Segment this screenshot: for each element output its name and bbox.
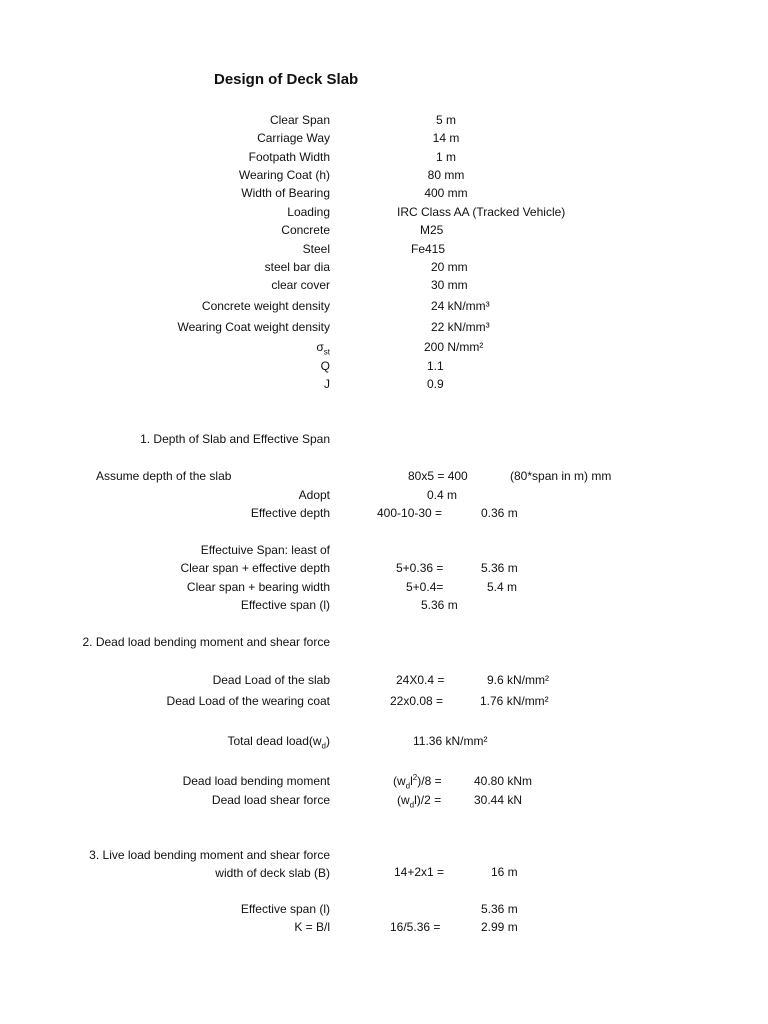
effective-span-label: Effective span (l) [240,598,330,612]
live-load-effective-span-value: 5.36 m [481,902,518,916]
section-3-heading: 3. Live load bending moment and shear force [89,848,330,862]
param-value-concrete: M25 [420,223,444,237]
param-value-steel-bar-dia: 20 mm [431,260,468,274]
param-value-q: 1.1 [427,359,444,373]
param-value-clear-cover: 30 mm [431,278,468,292]
param-label-concrete: Concrete [281,223,330,237]
param-label-steel-bar-dia: steel bar dia [264,260,330,274]
section-1-heading: 1. Depth of Slab and Effective Span [140,432,330,446]
option-bearing-width-label: Clear span + bearing width [186,580,330,594]
deck-slab-width-value: 16 m [491,865,518,879]
dead-load-slab-value: 9.6 kN/mm² [487,673,550,687]
param-label-steel: Steel [302,242,330,256]
total-dead-load-value: 11.36 kN/mm² [413,734,488,748]
param-label-clear-span: Clear Span [269,113,330,127]
page-title: Design of Deck Slab [214,71,359,88]
effective-depth-calc: 400-10-30 = [377,506,443,520]
param-value-wearing-coat-density: 22 kN/mm³ [431,320,490,334]
effective-depth-label: Effective depth [250,506,330,520]
dead-load-wearing-coat-label: Dead Load of the wearing coat [166,694,330,708]
param-label-carriage-way: Carriage Way [257,131,330,145]
param-value-carriage-way: 14 m [432,131,460,145]
dead-load-wearing-coat-calc: 22x0.08 = [390,694,444,708]
effective-depth-value: 0.36 m [481,506,518,520]
param-value-loading: IRC Class AA (Tracked Vehicle) [397,205,566,219]
section-2-heading: 2. Dead load bending moment and shear force [82,635,330,649]
dead-load-shear-force-value: 30.44 kN [474,793,523,807]
option-effective-depth-label: Clear span + effective depth [180,561,330,575]
dead-load-bending-moment-label: Dead load bending moment [182,774,330,788]
dead-load-shear-force-label: Dead load shear force [211,793,330,807]
param-value-steel: Fe415 [411,242,446,256]
param-label-wearing-coat-density: Wearing Coat weight density [177,320,330,334]
deck-slab-width-label: width of deck slab (B) [215,866,330,880]
param-label-sigma-st: $\sigma_{st}$ [316,340,330,357]
option-bearing-width-calc: 5+0.4= [406,580,444,594]
dead-load-shear-force-formula: $(w_dl)/2$ = [397,793,442,810]
adopt-label: Adopt [298,488,330,502]
adopt-value: 0.4 m [427,488,458,502]
deck-slab-width-calc: 14+2x1 = [394,865,445,879]
param-value-width-of-bearing: 400 mm [424,186,468,200]
effective-span-heading: Effectuive Span: least of [200,543,330,557]
assume-depth-note: (80*span in m) mm [510,469,612,483]
dead-load-slab-calc: 24X0.4 = [396,673,445,687]
k-ratio-value: 2.99 m [481,920,518,934]
param-label-clear-cover: clear cover [271,278,330,292]
param-label-j: J [324,377,330,391]
param-value-j: 0.9 [427,377,444,391]
dead-load-slab-label: Dead Load of the slab [212,673,330,687]
assume-depth-calc: 80x5 = 400 [408,469,468,483]
param-value-footpath-width: 1 m [435,150,456,164]
param-label-concrete-density: Concrete weight density [201,299,330,313]
k-ratio-calc: 16/5.36 = [390,920,441,934]
param-label-footpath-width: Footpath Width [248,150,330,164]
k-ratio-label: K = B/l [294,920,330,934]
param-label-width-of-bearing: Width of Bearing [241,186,330,200]
param-label-wearing-coat: Wearing Coat (h) [238,168,330,182]
total-dead-load-label: Total dead $load(w_d)$ [227,734,330,751]
live-load-effective-span-label: Effective span (l) [240,902,330,916]
effective-span-value: 5.36 m [421,598,458,612]
param-label-loading: Loading [287,205,330,219]
param-value-wearing-coat: 80 mm [427,168,465,182]
dead-load-wearing-coat-value: 1.76 kN/mm² [480,694,549,708]
assume-depth-label: Assume depth of the slab [96,469,232,483]
option-effective-depth-calc: 5+0.36 = [396,561,444,575]
option-effective-depth-value: 5.36 m [481,561,518,575]
param-value-sigma-st: 200 N/mm² [424,340,484,354]
option-bearing-width-value: 5.4 m [487,580,518,594]
param-value-concrete-density: 24 kN/mm³ [431,299,490,313]
dead-load-bending-moment-formula: $(w_dl^2)/8$ = [393,773,442,791]
param-value-clear-span: 5 m [435,113,456,127]
param-label-q: Q [320,359,330,373]
dead-load-bending-moment-value: 40.80 kNm [474,774,533,788]
